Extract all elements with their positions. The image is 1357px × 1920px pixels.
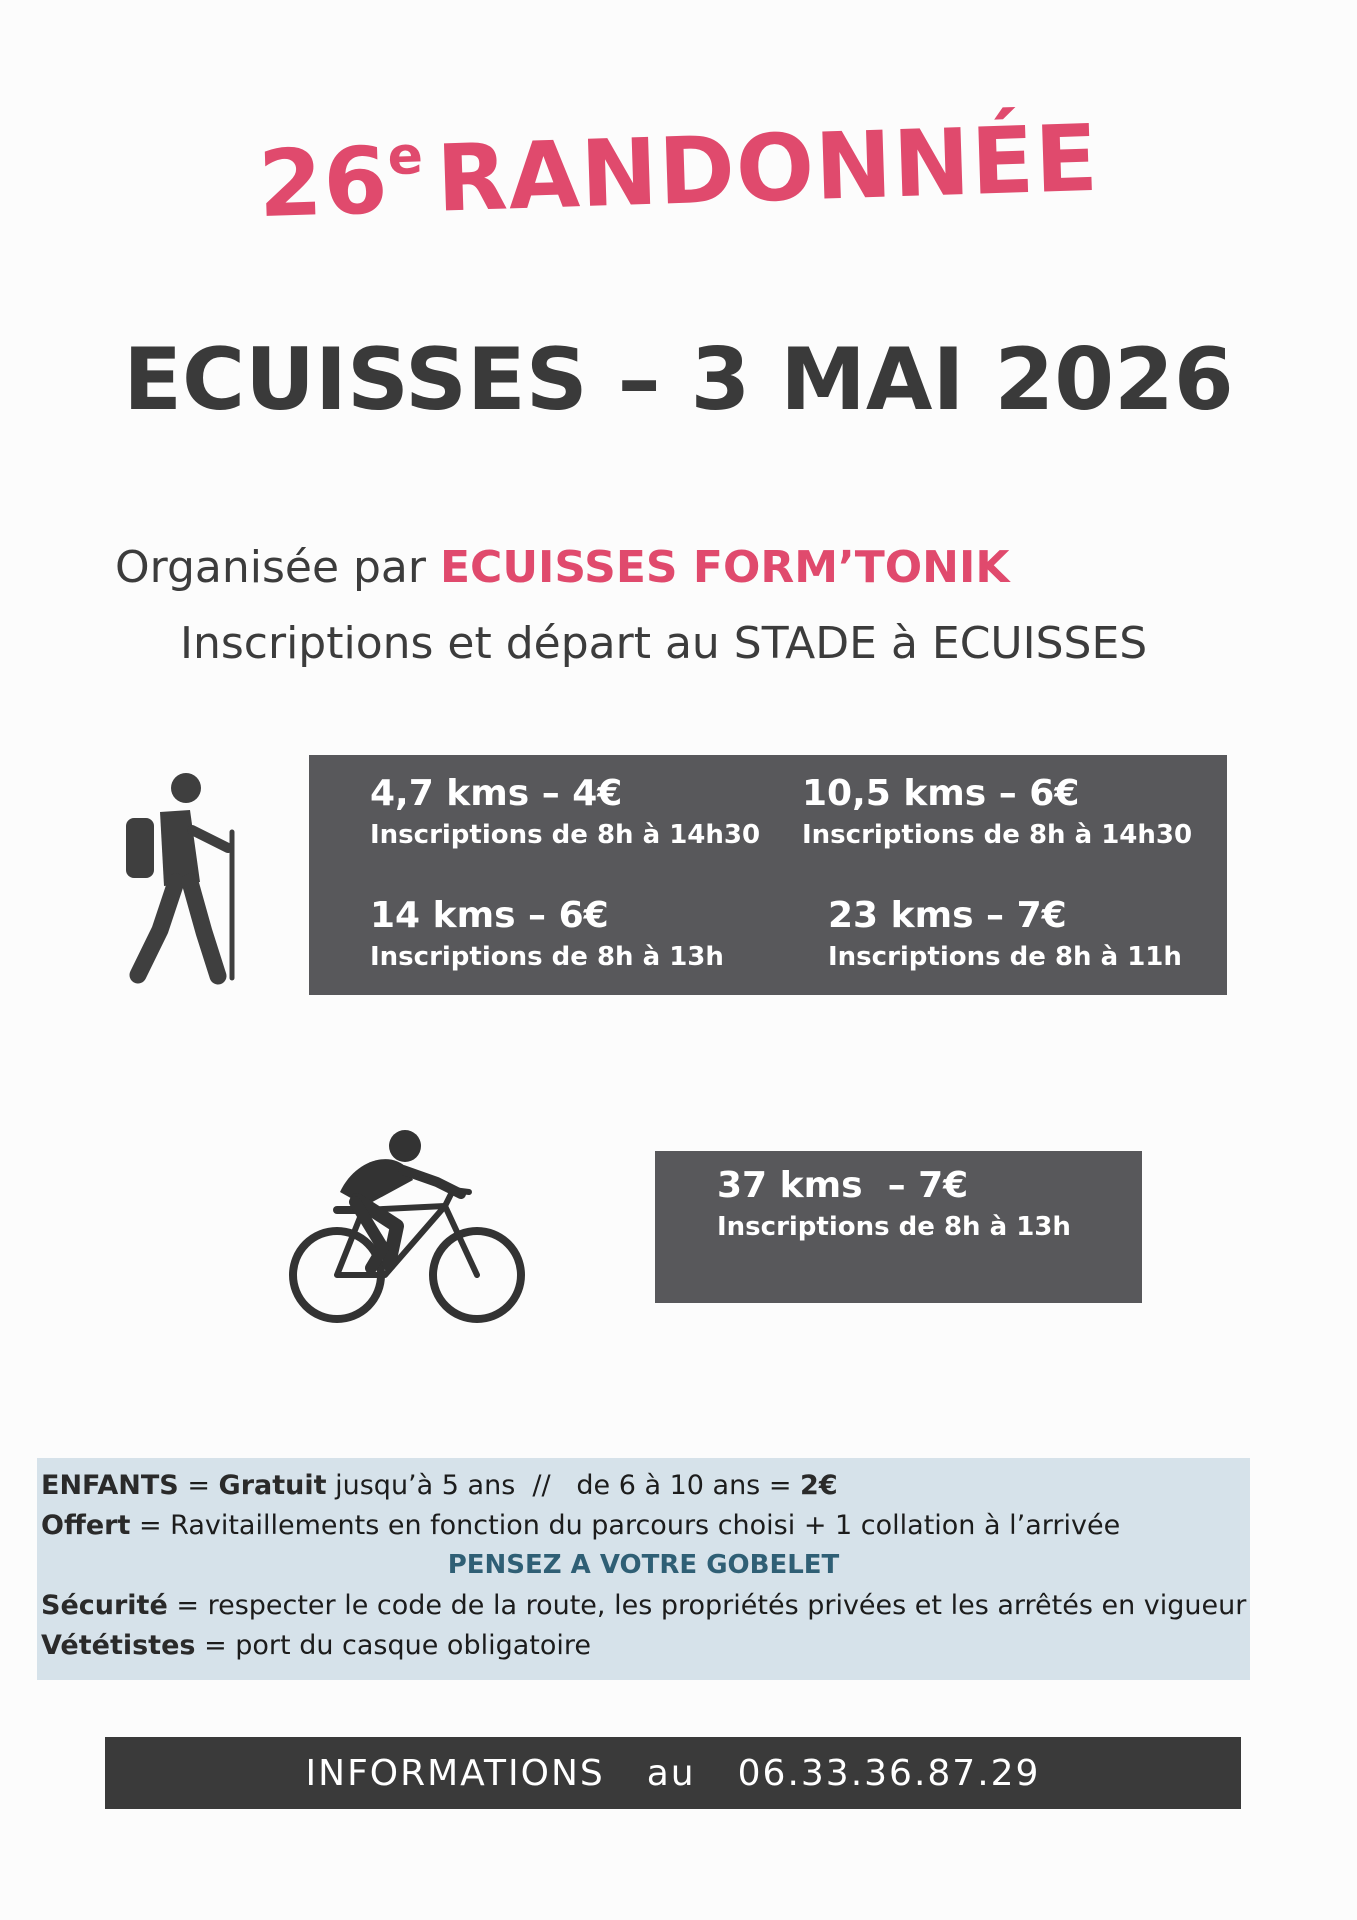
organizer-line <box>115 542 1009 593</box>
safety-line <box>41 1590 1246 1621</box>
offered-line <box>41 1510 1120 1541</box>
route-hours: Inscriptions de 8h à 13h <box>717 1212 1071 1242</box>
event-number-suffix: e <box>386 126 425 188</box>
walking-routes-panel <box>309 755 1227 995</box>
route-card <box>828 895 1182 972</box>
contact-phone: 06.33.36.87.29 <box>737 1752 1041 1794</box>
place-date-heading: ECUISSES – 3 MAI 2026 <box>123 330 1234 430</box>
cyclist-icon <box>285 1120 525 1330</box>
offered-text: = Ravitaillements en fonction du parcours choisi + 1 collation à l’arrivée <box>130 1510 1121 1541</box>
cycling-route-panel <box>655 1151 1142 1303</box>
route-card <box>717 1165 1071 1242</box>
event-title <box>0 97 1357 247</box>
info-panel <box>37 1458 1250 1680</box>
route-hours: Inscriptions de 8h à 14h30 <box>370 820 761 850</box>
event-name: RANDONNÉE <box>434 104 1101 233</box>
gobelet-reminder: PENSEZ A VOTRE GOBELET <box>447 1550 840 1580</box>
route-card <box>370 895 724 972</box>
route-card <box>802 773 1192 850</box>
contact-label: INFORMATIONS <box>305 1752 605 1794</box>
riders-text: = port du casque obligatoire <box>195 1630 592 1661</box>
organizer-name: ECUISSES FORM’TONIK <box>439 542 1010 593</box>
contact-connector: au <box>646 1752 696 1794</box>
safety-text: = respecter le code de la route, les propriétés privées et les arrêtés en vigueur <box>167 1590 1247 1621</box>
organizer-prefix: Organisée par <box>115 542 440 593</box>
children-price: 2€ <box>800 1470 838 1501</box>
route-hours: Inscriptions de 8h à 11h <box>828 942 1182 972</box>
route-distance-price: 37 kms – 7€ <box>717 1165 969 1206</box>
route-distance-price: 14 kms – 6€ <box>370 895 609 936</box>
equals-text: = <box>178 1470 219 1501</box>
route-hours: Inscriptions de 8h à 14h30 <box>802 820 1193 850</box>
children-text: jusqu’à 5 ans // de 6 à 10 ans = <box>326 1470 801 1501</box>
route-card <box>370 773 760 850</box>
safety-label: Sécurité <box>41 1590 168 1621</box>
event-number: 26 <box>256 127 391 239</box>
route-distance-price: 23 kms – 7€ <box>828 895 1067 936</box>
route-distance-price: 10,5 kms – 6€ <box>802 773 1080 814</box>
riders-line <box>41 1630 591 1661</box>
route-hours: Inscriptions de 8h à 13h <box>370 942 724 972</box>
children-label: ENFANTS <box>41 1470 179 1501</box>
route-distance-price: 4,7 kms – 4€ <box>370 773 623 814</box>
contact-bar <box>105 1737 1241 1809</box>
children-pricing-line <box>41 1470 838 1501</box>
riders-label: Vététistes <box>41 1630 196 1661</box>
departure-line: Inscriptions et départ au STADE à ECUISSES <box>180 618 1148 669</box>
children-free: Gratuit <box>218 1470 327 1501</box>
offered-label: Offert <box>41 1510 131 1541</box>
hiker-icon <box>120 770 250 985</box>
